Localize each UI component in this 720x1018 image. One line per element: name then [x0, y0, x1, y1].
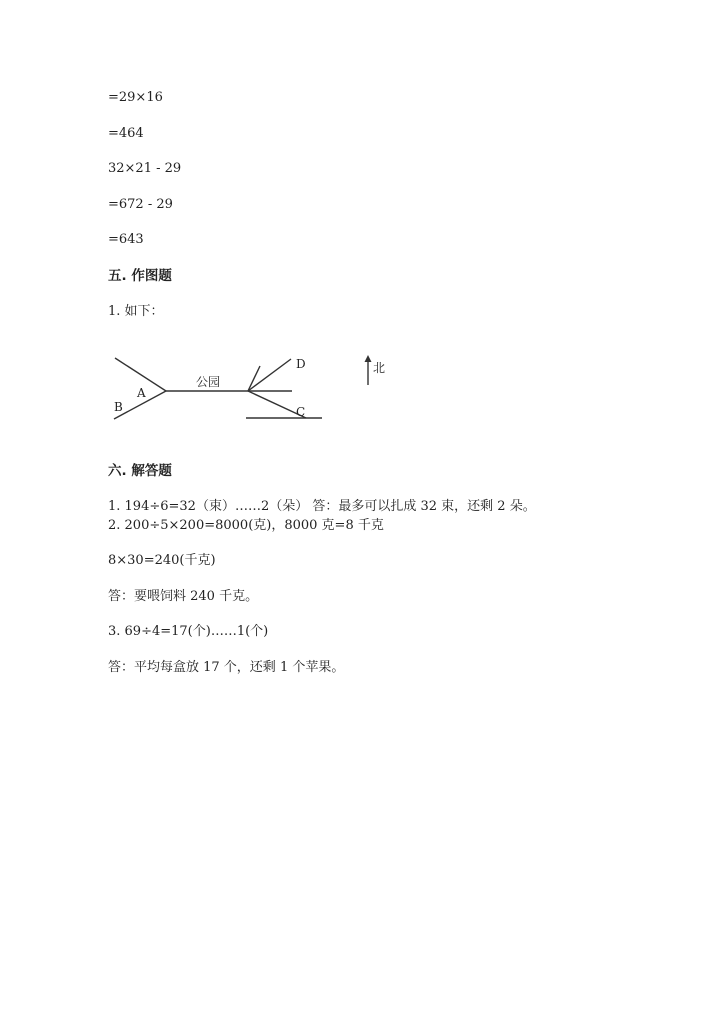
road-to-d — [248, 359, 291, 391]
calc-line-1: =29×16 — [108, 90, 163, 105]
answer-line-6: 答：平均每盒放 17 个，还剩 1 个苹果。 — [108, 660, 345, 675]
section-6-heading: 六. 解答题 — [108, 463, 172, 479]
answer-line-3: 8×30=240(千克) — [108, 553, 216, 568]
answer-line-2: 2. 200÷5×200=8000(克)，8000 克=8 千克 — [108, 518, 384, 533]
label-d: D — [296, 357, 306, 371]
answer-line-1: 1. 194÷6=32（束）……2（朵） 答：最多可以扎成 32 束，还剩 2 朵。 — [108, 499, 536, 514]
calc-line-2: =464 — [108, 126, 144, 141]
calc-line-5: =643 — [108, 232, 144, 247]
section-5-heading: 五. 作图题 — [108, 268, 172, 284]
calc-line-3: 32×21 - 29 — [108, 161, 182, 176]
calc-line-4: =672 - 29 — [108, 197, 173, 212]
label-a: A — [137, 386, 146, 400]
section-5-item-1: 1. 如下： — [108, 304, 164, 319]
north-label: 北 — [373, 361, 386, 375]
answer-line-4: 答：要喂饲料 240 千克。 — [108, 589, 259, 604]
answer-line-5: 3. 69÷4=17(个)……1(个) — [108, 624, 269, 639]
park-label: 公园 — [196, 375, 221, 389]
north-arrow-head — [365, 355, 372, 362]
label-c: C — [296, 405, 306, 419]
label-b: B — [114, 400, 123, 414]
map-diagram — [108, 348, 408, 428]
